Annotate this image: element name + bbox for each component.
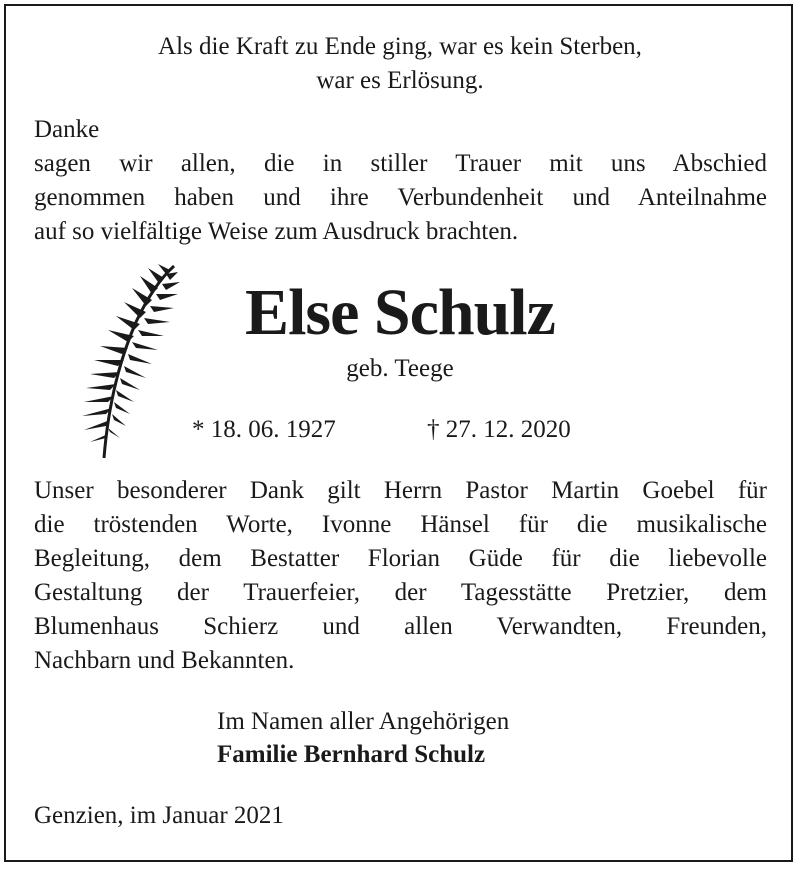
special-thanks-line: Unser besonderer Dank gilt Herrn Pastor Martin Goebel für — [34, 477, 767, 504]
maiden-name: geb. Teege — [346, 355, 454, 382]
palm-frond-icon — [66, 262, 186, 462]
special-thanks-line: Begleitung, dem Bestatter Florian Güde für die liebevolle — [34, 545, 767, 572]
place-date: Genzien, im Januar 2021 — [34, 802, 284, 829]
birth-date: * 18. 06. 1927 — [192, 416, 336, 443]
motto-line-1: Als die Kraft zu Ende ging, war es kein Sterben, — [158, 33, 642, 60]
special-thanks-line: die tröstenden Worte, Ivonne Hänsel für die musikalische — [34, 511, 767, 538]
special-thanks-line: Blumenhaus Schierz und allen Verwandten, Freunden, — [34, 613, 767, 640]
special-thanks-line: Nachbarn und Bekannten. — [34, 647, 295, 674]
deceased-name: Else Schulz — [245, 276, 555, 349]
special-thanks-paragraph — [34, 474, 767, 678]
thanks-paragraph — [34, 147, 767, 249]
motto-line-2: war es Erlösung. — [316, 67, 484, 94]
special-thanks-line: Gestaltung der Trauerfeier, der Tagesstätte Pretzier, dem — [34, 579, 767, 606]
signature-family: Familie Bernhard Schulz — [217, 741, 486, 768]
thanks-line: sagen wir allen, die in stiller Trauer mit uns Abschied — [34, 150, 767, 177]
signature-intro: Im Namen aller Angehörigen — [217, 708, 510, 735]
thanks-line: auf so vielfältige Weise zum Ausdruck brachten. — [34, 218, 519, 245]
death-date: † 27. 12. 2020 — [427, 416, 571, 443]
thanks-heading: Danke — [34, 116, 100, 143]
thanks-line: genommen haben und ihre Verbundenheit und Anteilnahme — [34, 184, 767, 211]
